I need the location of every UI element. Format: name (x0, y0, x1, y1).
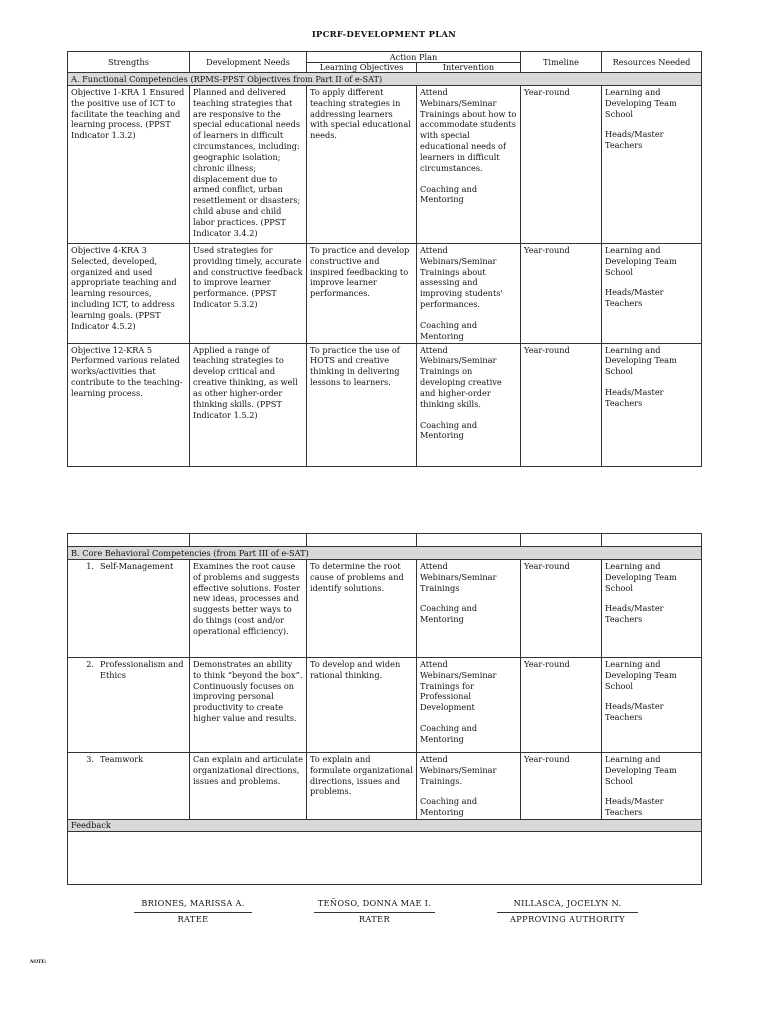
table-row (68, 244, 702, 344)
intervention-text-2: Coaching and Mentoring (420, 183, 478, 205)
intervention-cell (417, 560, 521, 658)
competency-cell (68, 560, 190, 658)
resources-text: Learning and Developing Team School (605, 87, 677, 119)
rater-signature (314, 898, 435, 925)
table-row (68, 658, 702, 753)
feedback-label: Feedback (68, 820, 702, 832)
table-row (68, 86, 702, 244)
intervention-cell (417, 753, 521, 820)
feedback-row (68, 832, 702, 885)
competency-number: 1. (86, 561, 94, 571)
timeline-header: Timeline (521, 52, 602, 73)
development-need-cell: Examines the root cause of problems and suggests effective solutions. Foster new ideas, processes and suggests better ways to do things (cost and/or operational efficiency). (190, 560, 307, 658)
table-row (68, 753, 702, 820)
timeline-cell: Year-round (521, 244, 602, 344)
rater-role: RATER (358, 914, 391, 924)
resources-text: Learning and Developing Team School (605, 245, 677, 277)
intervention-header: Intervention (417, 63, 521, 73)
resources-cell (602, 86, 702, 244)
approving-authority-role: APPROVING AUTHORITY (509, 914, 626, 924)
section-a-heading: A. Functional Competencies (RPMS-PPST Objectives from Part II of e-SAT) (68, 73, 702, 86)
approving-authority-name: NILLASCA, JOCELYN N. (513, 898, 622, 908)
table-row (68, 343, 702, 466)
intervention-text-2: Coaching and Mentoring (420, 796, 478, 818)
learning-objectives-header: Learning Objectives (307, 63, 417, 73)
section-b-row (68, 547, 702, 560)
action-plan-header: Action Plan (307, 52, 521, 63)
development-plan-table-functional (67, 51, 702, 467)
development-need-cell: Can explain and articulate organizational directions, issues and problems. (190, 753, 307, 820)
competency-label: Self-Management (100, 561, 174, 571)
learning-objective-cell: To develop and widen rational thinking. (307, 658, 417, 753)
learning-objective-cell: To practice and develop constructive and inspired feedbacking to improve learner performances. (307, 244, 417, 344)
blank-cell (307, 534, 417, 547)
timeline-cell: Year-round (521, 343, 602, 466)
strength-cell: Objective 1-KRA 1 Ensured the positive use of ICT to facilitate the teaching and learning process. (PPST Indicator 1.3.2) (68, 86, 190, 244)
strength-cell: Objective 12-KRA 5 Performed various related works/activities that contribute to the teaching-learning process. (68, 343, 190, 466)
timeline-cell: Year-round (521, 86, 602, 244)
intervention-text: Attend Webinars/Seminar Trainings (420, 561, 497, 593)
intervention-cell (417, 343, 521, 466)
feedback-area (68, 832, 702, 885)
blank-cell (190, 534, 307, 547)
learning-objective-cell: To determine the root cause of problems and identify solutions. (307, 560, 417, 658)
intervention-text: Attend Webinars/Seminar Trainings on developing creative and higher-order thinking skills. (420, 344, 502, 409)
resources-text: Learning and Developing Team School (605, 344, 677, 377)
timeline-cell: Year-round (521, 658, 602, 753)
resources-cell (602, 244, 702, 344)
competency-cell (68, 753, 190, 820)
section-a-row (68, 73, 702, 86)
ratee-signature (134, 898, 252, 925)
intervention-text-2: Coaching and Mentoring (420, 319, 478, 341)
resources-needed-header: Resources Needed (602, 52, 702, 73)
intervention-text: Attend Webinars/Seminar Trainings for Professional Development (420, 659, 497, 713)
blank-cell (602, 534, 702, 547)
resources-text: Learning and Developing Team School (605, 561, 677, 593)
intervention-text-2: Coaching and Mentoring (420, 723, 478, 744)
intervention-text: Attend Webinars/Seminar Trainings about assessing and improving students' performances. (420, 245, 503, 310)
ratee-role: RATEE (177, 914, 209, 924)
development-plan-table-behavioral (67, 533, 702, 885)
strength-cell: Objective 4-KRA 3 Selected, developed, organized and used appropriate teaching and learning resources, including ICT, to address learning goals. (PPST Indicator 4.5.2) (68, 244, 190, 344)
intervention-cell (417, 244, 521, 344)
competency-label: Teamwork (100, 754, 144, 764)
resources-cell (602, 658, 702, 753)
approving-authority-signature (497, 898, 638, 925)
learning-objective-cell: To practice the use of HOTS and creative thinking in delivering lessons to learners. (307, 343, 417, 466)
resources-cell (602, 343, 702, 466)
intervention-text-2: Coaching and Mentoring (420, 603, 478, 625)
ratee-name: BRIONES, MARISSA A. (141, 898, 245, 908)
blank-cell (417, 534, 521, 547)
intervention-cell (417, 86, 521, 244)
learning-objective-cell: To apply different teaching strategies in addressing learners with special educational needs. (307, 86, 417, 244)
section-b-heading: B. Core Behavioral Competencies (from Part III of e-SAT) (68, 547, 702, 560)
resources-text-2: Heads/Master Teachers (605, 603, 664, 625)
intervention-text-2: Coaching and Mentoring (420, 419, 478, 441)
development-need-cell: Used strategies for providing timely, accurate and constructive feedback to improve learner performance. (PPST Indicator 5.3.2) (190, 244, 307, 344)
timeline-cell: Year-round (521, 560, 602, 658)
strengths-header: Strengths (68, 52, 190, 73)
competency-cell (68, 658, 190, 753)
competency-label: Professionalism and Ethics (100, 659, 184, 680)
header-row (68, 52, 702, 63)
learning-objective-cell: To explain and formulate organizational directions, issues and problems. (307, 753, 417, 820)
blank-header-row (68, 534, 702, 547)
note-label: NOTE: (30, 960, 47, 965)
table-row (68, 560, 702, 658)
rater-name: TEÑOSO, DONNA MAE I. (317, 898, 432, 908)
intervention-cell (417, 658, 521, 753)
resources-text: Learning and Developing Team School (605, 659, 677, 691)
resources-text-2: Heads/Master Teachers (605, 287, 664, 309)
timeline-cell: Year-round (521, 753, 602, 820)
resources-text-2: Heads/Master Teachers (605, 701, 664, 723)
development-needs-header: Development Needs (190, 52, 307, 73)
competency-number: 3. (86, 754, 94, 764)
resources-cell (602, 560, 702, 658)
development-need-cell: Planned and delivered teaching strategies that are responsive to the special educational needs of learners in difficult circumstances, including: geographic isolation; chronic illness; displacement due to armed conflict, urban resettlement or disasters; child abuse and child labor practices. (PPST Indicator 3.4.2) (190, 86, 307, 244)
competency-number: 2. (86, 659, 94, 669)
development-need-cell: Applied a range of teaching strategies to develop critical and creative thinking, as well as other higher-order thinking skills. (PPST Indicator 1.5.2) (190, 343, 307, 466)
resources-text-2: Heads/Master Teachers (605, 387, 664, 408)
blank-cell (68, 534, 190, 547)
intervention-text: Attend Webinars/Seminar Trainings. (420, 754, 497, 786)
development-need-cell: Demonstrates an ability to think “beyond the box”. Continuously focuses on improving personal productivity to create higher value and results. (190, 658, 307, 753)
page-title: IPCRF-DEVELOPMENT PLAN (311, 29, 457, 39)
resources-text-2: Heads/Master Teachers (605, 129, 664, 151)
feedback-header-row (68, 820, 702, 832)
blank-cell (521, 534, 602, 547)
resources-text-2: Heads/Master Teachers (605, 796, 664, 818)
resources-text: Learning and Developing Team School (605, 754, 677, 786)
intervention-text: Attend Webinars/Seminar Trainings about how to accommodate students with special educational needs of learners in difficult circumstances. (420, 87, 517, 173)
resources-cell (602, 753, 702, 820)
